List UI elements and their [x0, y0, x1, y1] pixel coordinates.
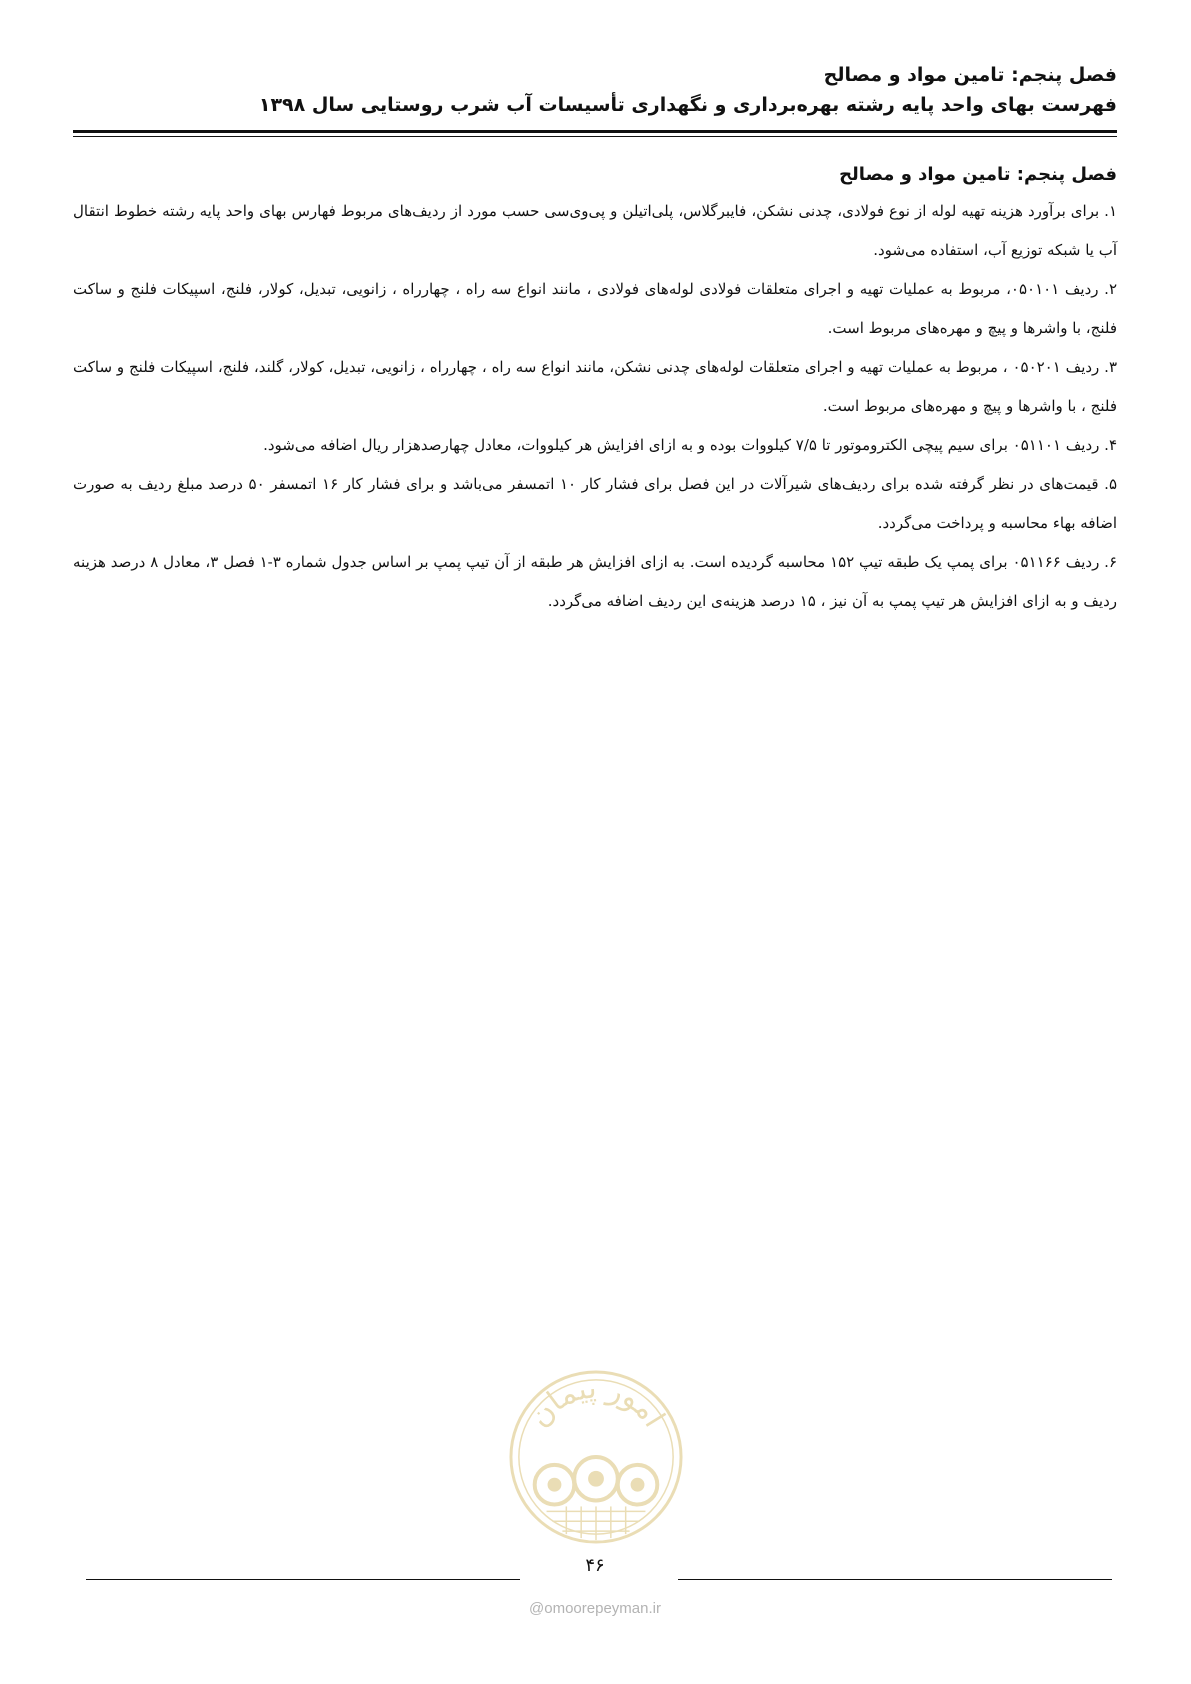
header-chapter-title: فصل پنجم: تامین مواد و مصالح [823, 64, 1117, 86]
header-document-title: فهرست بهای واحد پایه رشته بهره‌برداری و نگهداری تأسیسات آب شرب روستایی سال ۱۳۹۸ [258, 94, 1117, 116]
header-divider-thin [73, 136, 1117, 137]
website-watermark: @omoorepeyman.ir [529, 1600, 661, 1617]
footer-divider-left [86, 1579, 520, 1580]
paragraph-1: ۱. برای برآورد هزینه تهیه لوله از نوع فولادی، چدنی نشکن، فایبرگلاس، پلی‌اتیلن و پی‌وی‌سی حسب مورد از ردیف‌های مربوط فهارس بهای واحد پایه رشته خطوط انتقال آب یا شبکه توزیع آب، استفاده می‌شود. [73, 202, 1117, 259]
paragraph-4: ۴. ردیف ۰۵۱۱۰۱ برای سیم پیچی الکتروموتور تا ۷/۵ کیلووات بوده و به ازای افزایش هر کیلووات، معادل چهارصدهزار ریال اضافه می‌شود. [263, 436, 1117, 454]
page-header [73, 60, 1117, 120]
watermark-logo [507, 1368, 685, 1546]
paragraph-3: ۳. ردیف ۰۵۰۲۰۱ ، مربوط به عملیات تهیه و اجرای متعلقات لوله‌های چدنی نشکن، مانند انواع سه راه ، چهارراه ، زانویی، تبدیل، کولار، گلند، فلنج، اسپیکات فلنج و ساکت فلنج ، با واشرها و پیچ و مهره‌های مربوط است. [73, 358, 1117, 415]
header-divider-thick [73, 130, 1117, 133]
footer-divider-right [678, 1579, 1112, 1580]
paragraph-6: ۶. ردیف ۰۵۱۱۶۶ برای پمپ یک طبقه تیپ ۱۵۲ محاسبه گردیده است. به ازای افزایش هر طبقه از آن تیپ پمپ بر اساس جدول شماره ۳-۱ فصل ۳، معادل ۸ درصد هزینه ردیف و به ازای افزایش هر تیپ پمپ به آن نیز ، ۱۵ درصد هزینه‌ی این ردیف اضافه می‌گردد. [73, 553, 1118, 610]
paragraph-5: ۵. قیمت‌های در نظر گرفته شده برای ردیف‌های شیرآلات در این فصل برای فشار کار ۱۰ اتمسفر می‌باشد و برای فشار کار ۱۶ اتمسفر ۵۰ درصد مبلغ ردیف به صورت اضافه بهاء محاسبه و پرداخت می‌گردد. [73, 475, 1117, 532]
section-title: فصل پنجم: تامین مواد و مصالح [839, 164, 1117, 185]
page-number: ۴۶ [585, 1555, 605, 1576]
main-content [73, 160, 1117, 621]
paragraph-2: ۲. ردیف ۰۵۰۱۰۱، مربوط به عملیات تهیه و اجرای متعلقات فولادی لوله‌های فولادی ، مانند انواع سه راه ، چهارراه ، زانویی، تبدیل، کولار، فلنج، اسپیکات فلنج و ساکت فلنج، با واشرها و پیچ و مهره‌های مربوط است. [73, 280, 1117, 337]
logo-text: امور پیمان [520, 1369, 673, 1434]
